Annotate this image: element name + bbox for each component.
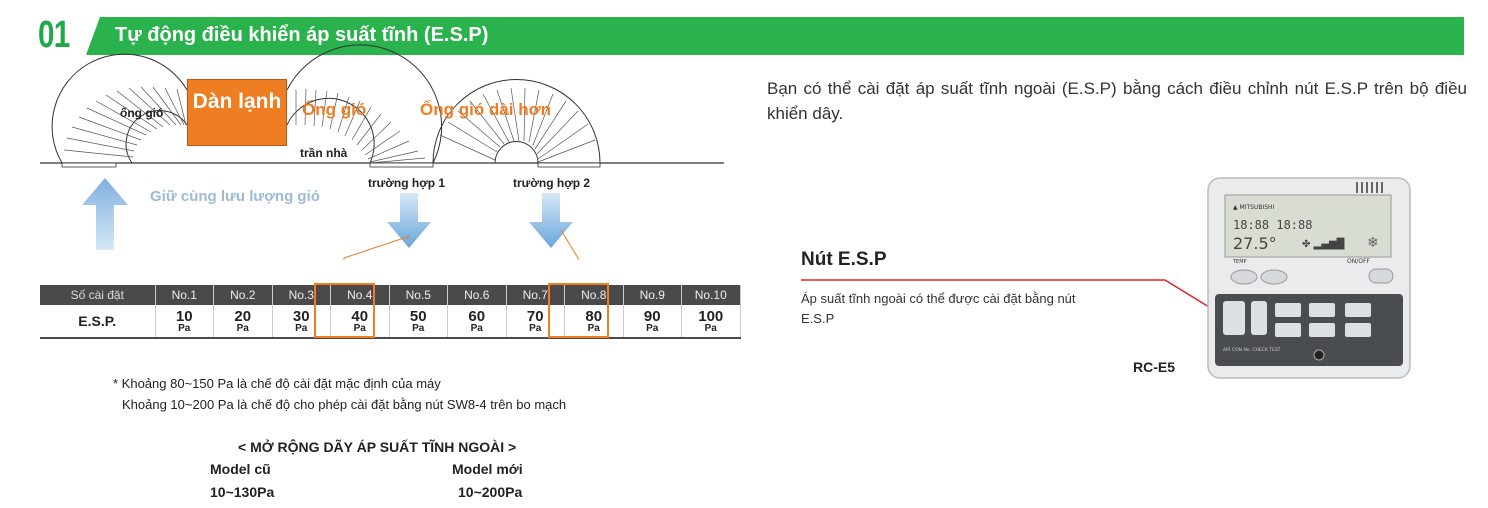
note-default-range: * Khoảng 80~150 Pa là chế độ cài đặt mặc định của máy bbox=[113, 376, 441, 391]
svg-text:▲ MITSUBISHI: ▲ MITSUBISHI bbox=[1233, 204, 1275, 211]
case2-label: trường hợp 2 bbox=[513, 176, 591, 190]
svg-text:AIR CON No. CHECK TEST: AIR CON No. CHECK TEST bbox=[1223, 348, 1281, 353]
setting-no2: No.2 bbox=[214, 285, 273, 305]
esp-value: 60 Pa bbox=[448, 305, 507, 338]
section-number: 01 bbox=[38, 14, 70, 56]
esp-value: 40 Pa bbox=[331, 305, 390, 338]
description: Bạn có thể cài đặt áp suất tĩnh ngoài (E.S.P) bằng cách điều chỉnh nút E.S.P trên bộ điều khiển dây. bbox=[767, 79, 1467, 123]
setting-no3: No.3 bbox=[272, 285, 331, 305]
setting-no4: No.4 bbox=[331, 285, 390, 305]
esp-value: 20 Pa bbox=[214, 305, 273, 338]
case1-label: trường hợp 1 bbox=[368, 176, 446, 190]
remote-controller-image bbox=[1207, 177, 1412, 380]
expand-title: < MỞ RỘNG DÃY ÁP SUẤT TĨNH NGOÀI > bbox=[238, 439, 517, 455]
old-model-range: 10~130Pa bbox=[210, 484, 275, 500]
svg-text:✤ ▂▄▆█: ✤ ▂▄▆█ bbox=[1302, 239, 1345, 250]
svg-text:TEMP: TEMP bbox=[1233, 259, 1247, 265]
esp-value: 50 Pa bbox=[389, 305, 448, 338]
old-model-label: Model cũ bbox=[210, 461, 271, 477]
svg-text:ON/OFF: ON/OFF bbox=[1347, 258, 1370, 265]
svg-text:❄: ❄ bbox=[1367, 235, 1379, 251]
keep-airflow-label: Giữ cùng lưu lượng gió bbox=[150, 188, 320, 205]
note-allowed-range: Khoảng 10~200 Pa là chế độ cho phép cài đặt bằng nút SW8-4 trên bo mạch bbox=[122, 397, 567, 412]
new-model-label: Model mới bbox=[452, 461, 523, 477]
remote-model-label: RC-E5 bbox=[1133, 359, 1176, 375]
setting-no7: No.7 bbox=[506, 285, 565, 305]
esp-value: 10 Pa bbox=[155, 305, 214, 338]
esp-value: 30 Pa bbox=[272, 305, 331, 338]
setting-no10: No.10 bbox=[682, 285, 741, 305]
svg-text:18:88 18:88: 18:88 18:88 bbox=[1233, 218, 1313, 232]
setting-no6: No.6 bbox=[448, 285, 507, 305]
setting-no8: No.8 bbox=[565, 285, 624, 305]
indoor-unit-box: Dàn lạnh bbox=[187, 79, 287, 146]
ceiling-label: trần nhà bbox=[300, 146, 348, 160]
esp-button-label: Nút E.S.P bbox=[801, 249, 887, 270]
setting-no5: No.5 bbox=[389, 285, 448, 305]
esp-button-note: Áp suất tĩnh ngoài có thể được cài đặt bằng nút E.S.P bbox=[801, 291, 1076, 326]
setting-no9: No.9 bbox=[623, 285, 682, 305]
svg-text:27.5°: 27.5° bbox=[1233, 234, 1277, 253]
esp-value: 100 Pa bbox=[682, 305, 741, 338]
section-title: Tự động điều khiển áp suất tĩnh (E.S.P) bbox=[115, 24, 489, 46]
duct-label-left: ống gió bbox=[120, 106, 164, 120]
esp-value: 80 Pa bbox=[565, 305, 624, 338]
esp-value: 70 Pa bbox=[506, 305, 565, 338]
row-label: E.S.P. bbox=[40, 305, 155, 338]
setting-no1: No.1 bbox=[155, 285, 214, 305]
esp-value: 90 Pa bbox=[623, 305, 682, 338]
header-label: Số cài đặt bbox=[40, 285, 155, 305]
duct-label-longer: Ống gió dài hơn bbox=[420, 100, 552, 119]
new-model-range: 10~200Pa bbox=[458, 484, 523, 500]
duct-label-middle: Ống gió bbox=[302, 100, 367, 119]
